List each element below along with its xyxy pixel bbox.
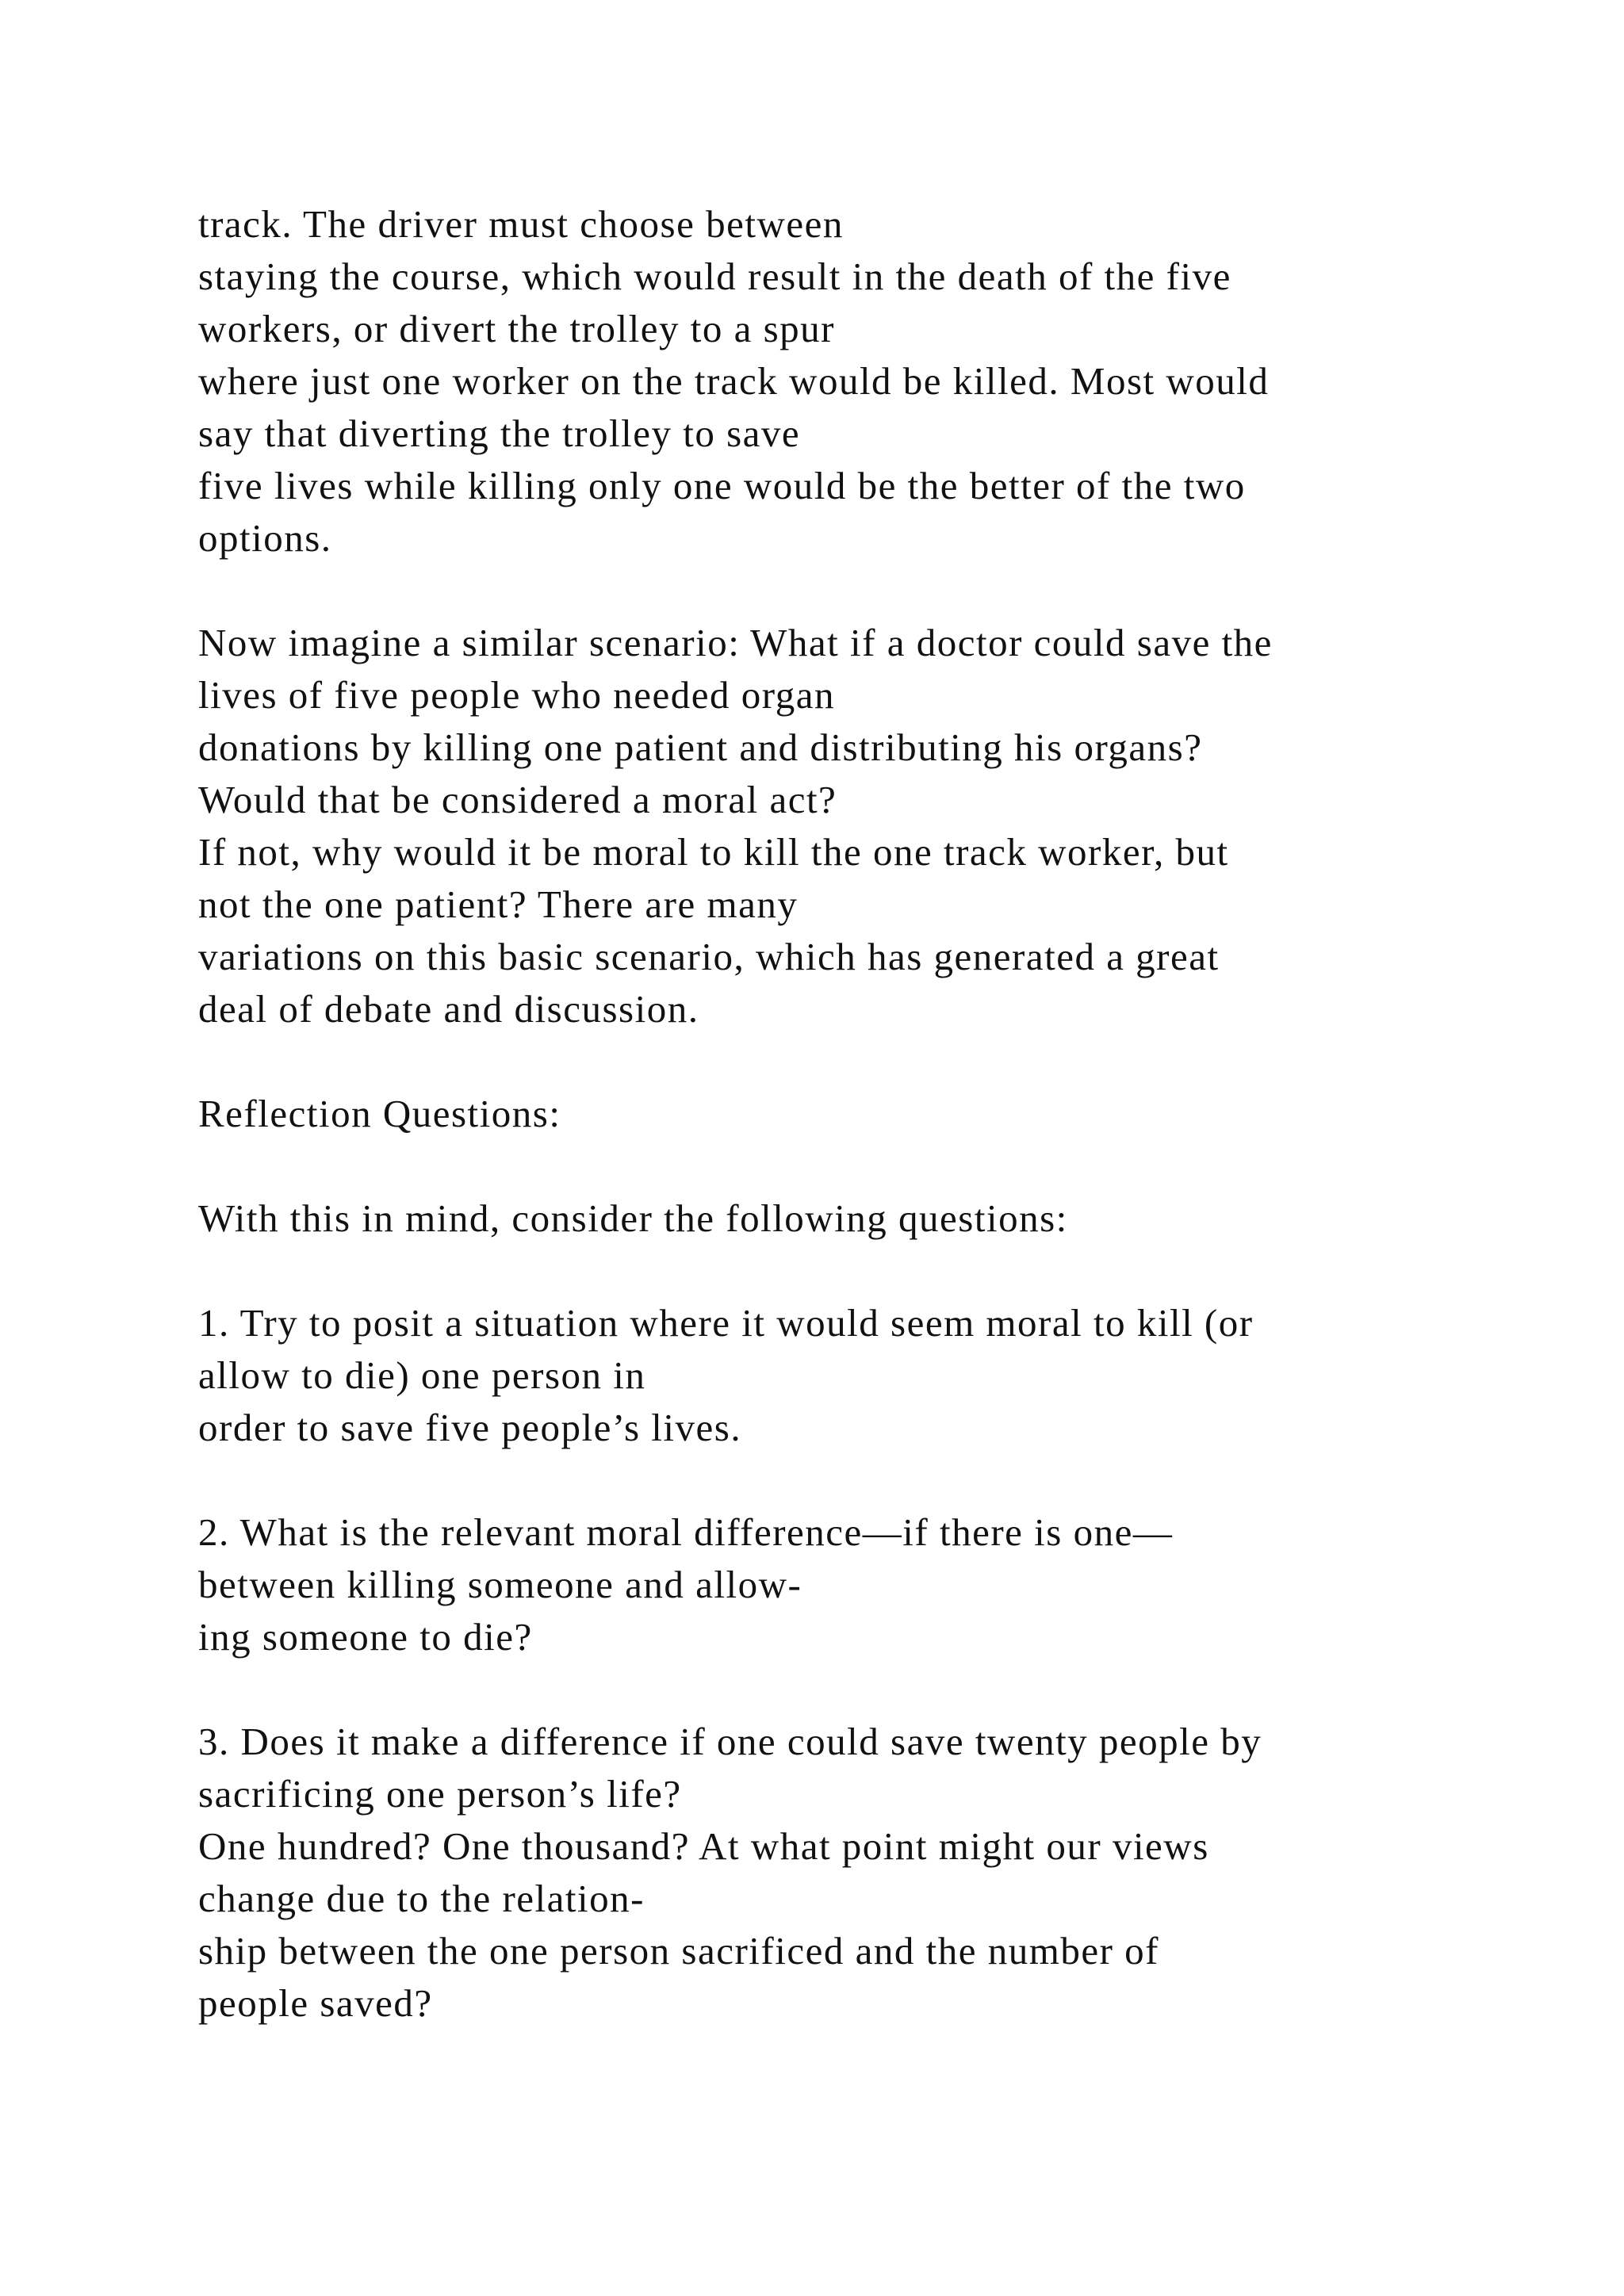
text-line: sacrificing one person’s life? [198, 1772, 682, 1816]
paragraph-doctor [198, 617, 1546, 1035]
intro-text: With this in mind, consider the following questions: [198, 1196, 1068, 1240]
text-line: workers, or divert the trolley to a spur [198, 307, 835, 350]
question-2 [198, 1506, 1546, 1663]
paragraph-spacer [198, 1140, 1546, 1192]
text-line: not the one patient? There are many [198, 882, 799, 926]
text-line: 2. What is the relevant moral difference—if there is one— [198, 1510, 1174, 1554]
text-line: ship between the one person sacrificed and the number of [198, 1929, 1159, 1973]
text-line: between killing someone and allow- [198, 1563, 802, 1606]
text-line: where just one worker on the track would be killed. Most would [198, 359, 1270, 403]
paragraph-spacer [198, 1454, 1546, 1506]
paragraph-spacer [198, 1035, 1546, 1088]
text-line: 1. Try to posit a situation where it would seem moral to kill (or [198, 1301, 1254, 1345]
text-line: track. The driver must choose between [198, 202, 844, 246]
text-line: change due to the relation- [198, 1877, 645, 1920]
text-line: options. [198, 516, 332, 560]
question-1 [198, 1297, 1546, 1454]
text-line: Would that be considered a moral act? [198, 778, 837, 821]
text-line: ing someone to die? [198, 1615, 533, 1659]
text-line: Now imagine a similar scenario: What if a doctor could save the [198, 621, 1273, 664]
paragraph-trolley [198, 198, 1546, 564]
paragraph-spacer [198, 564, 1546, 617]
document-body [198, 198, 1546, 2030]
text-line: allow to die) one person in [198, 1353, 646, 1397]
text-line: variations on this basic scenario, which has generated a great [198, 935, 1220, 978]
question-3 [198, 1716, 1546, 2030]
text-line: If not, why would it be moral to kill the one track worker, but [198, 830, 1229, 874]
text-line: five lives while killing only one would be the better of the two [198, 464, 1246, 507]
text-line: staying the course, which would result in the death of the five [198, 254, 1231, 298]
paragraph-spacer [198, 1245, 1546, 1297]
text-line: order to save five people’s lives. [198, 1406, 742, 1449]
text-line: 3. Does it make a difference if one could save twenty people by [198, 1720, 1262, 1763]
text-line: deal of debate and discussion. [198, 987, 699, 1031]
text-line: donations by killing one patient and distributing his organs? [198, 725, 1203, 769]
section-heading: Reflection Questions: [198, 1092, 561, 1135]
text-line: say that diverting the trolley to save [198, 411, 801, 455]
paragraph-spacer [198, 1663, 1546, 1716]
text-line: people saved? [198, 1981, 433, 2025]
text-line: lives of five people who needed organ [198, 673, 835, 717]
text-line: One hundred? One thousand? At what point might our views [198, 1824, 1209, 1868]
